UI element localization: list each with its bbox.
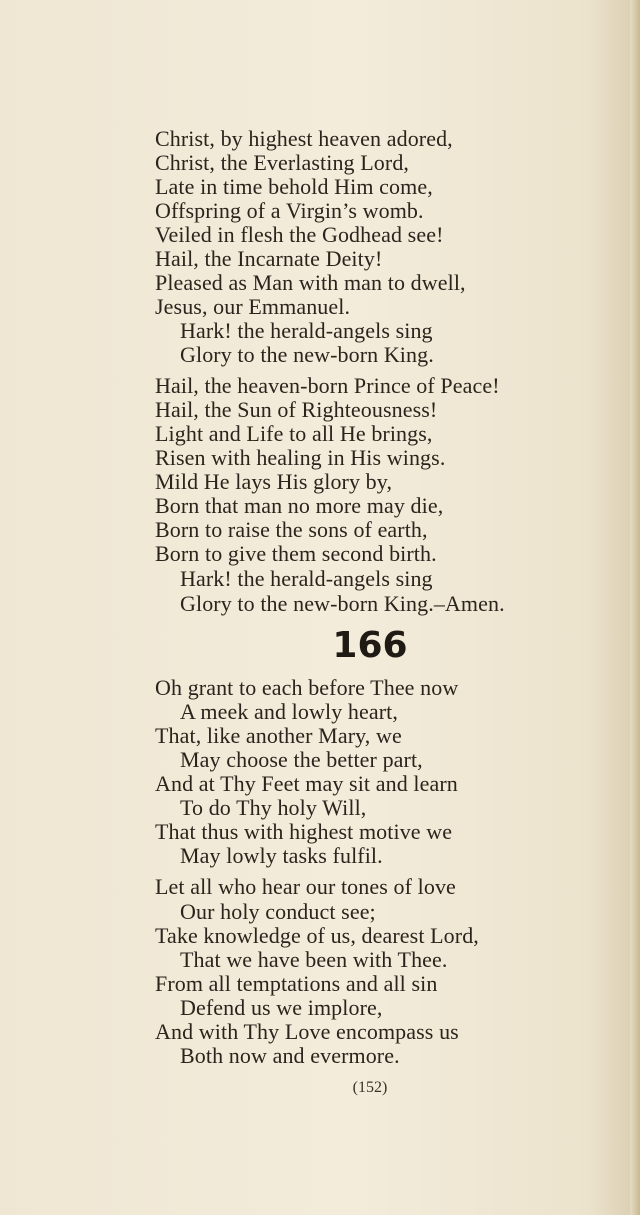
- verse-line: Pleased as Man with man to dwell,: [155, 270, 466, 295]
- verse-line: That, like another Mary, we: [155, 723, 402, 748]
- verse-line: Light and Life to all He brings,: [155, 421, 433, 446]
- verse-line: May choose the better part,: [180, 747, 423, 772]
- verse-line: And with Thy Love encompass us: [155, 1019, 459, 1044]
- verse-line: Let all who hear our tones of love: [155, 874, 456, 899]
- verse-line: Veiled in flesh the Godhead see!: [155, 222, 444, 247]
- verse-line: Born to raise the sons of earth,: [155, 517, 428, 542]
- verse-line: A meek and lowly heart,: [180, 699, 398, 724]
- refrain-line: Glory to the new-born King.–Amen.: [180, 591, 505, 616]
- verse-line: Risen with healing in His wings.: [155, 445, 446, 470]
- verse-line: Offspring of a Virgin’s womb.: [155, 198, 424, 223]
- refrain-line: Hark! the herald-angels sing: [180, 318, 433, 343]
- verse-line: That we have been with Thee.: [180, 947, 448, 972]
- verse-line: Hail, the Sun of Righteousness!: [155, 397, 438, 422]
- page-number: (152): [352, 1079, 388, 1096]
- verse-line: Christ, by highest heaven adored,: [155, 126, 453, 151]
- verse-line: Christ, the Everlasting Lord,: [155, 150, 410, 175]
- refrain-line: Glory to the new-born King.: [180, 342, 434, 367]
- verse-line: Oh grant to each before Thee now: [155, 675, 459, 700]
- verse-line: Born that man no more may die,: [155, 493, 444, 518]
- verse-line: May lowly tasks fulfil.: [180, 843, 383, 868]
- verse-line: Hail, the Incarnate Deity!: [155, 246, 383, 271]
- verse-line: That thus with highest motive we: [155, 819, 453, 844]
- verse-line: To do Thy holy Will,: [180, 795, 367, 820]
- verse-line: Born to give them second birth.: [155, 541, 437, 566]
- verse-line: Mild He lays His glory by,: [155, 469, 393, 494]
- verse-line: Both now and evermore.: [180, 1043, 400, 1068]
- verse-line: Take knowledge of us, dearest Lord,: [155, 923, 479, 948]
- verse-line: Jesus, our Emmanuel.: [155, 294, 351, 319]
- verse-line: Our holy conduct see;: [180, 899, 376, 924]
- refrain-line: Hark! the herald-angels sing: [180, 566, 433, 591]
- hymn-number: 166: [332, 625, 408, 666]
- verse-line: And at Thy Feet may sit and learn: [155, 771, 458, 796]
- verse-line: Late in time behold Him come,: [155, 174, 433, 199]
- verse-line: From all temptations and all sin: [155, 971, 438, 996]
- page-edge: [630, 0, 640, 1215]
- verse-line: Hail, the heaven-born Prince of Peace!: [155, 373, 500, 398]
- verse-line: Defend us we implore,: [180, 995, 383, 1020]
